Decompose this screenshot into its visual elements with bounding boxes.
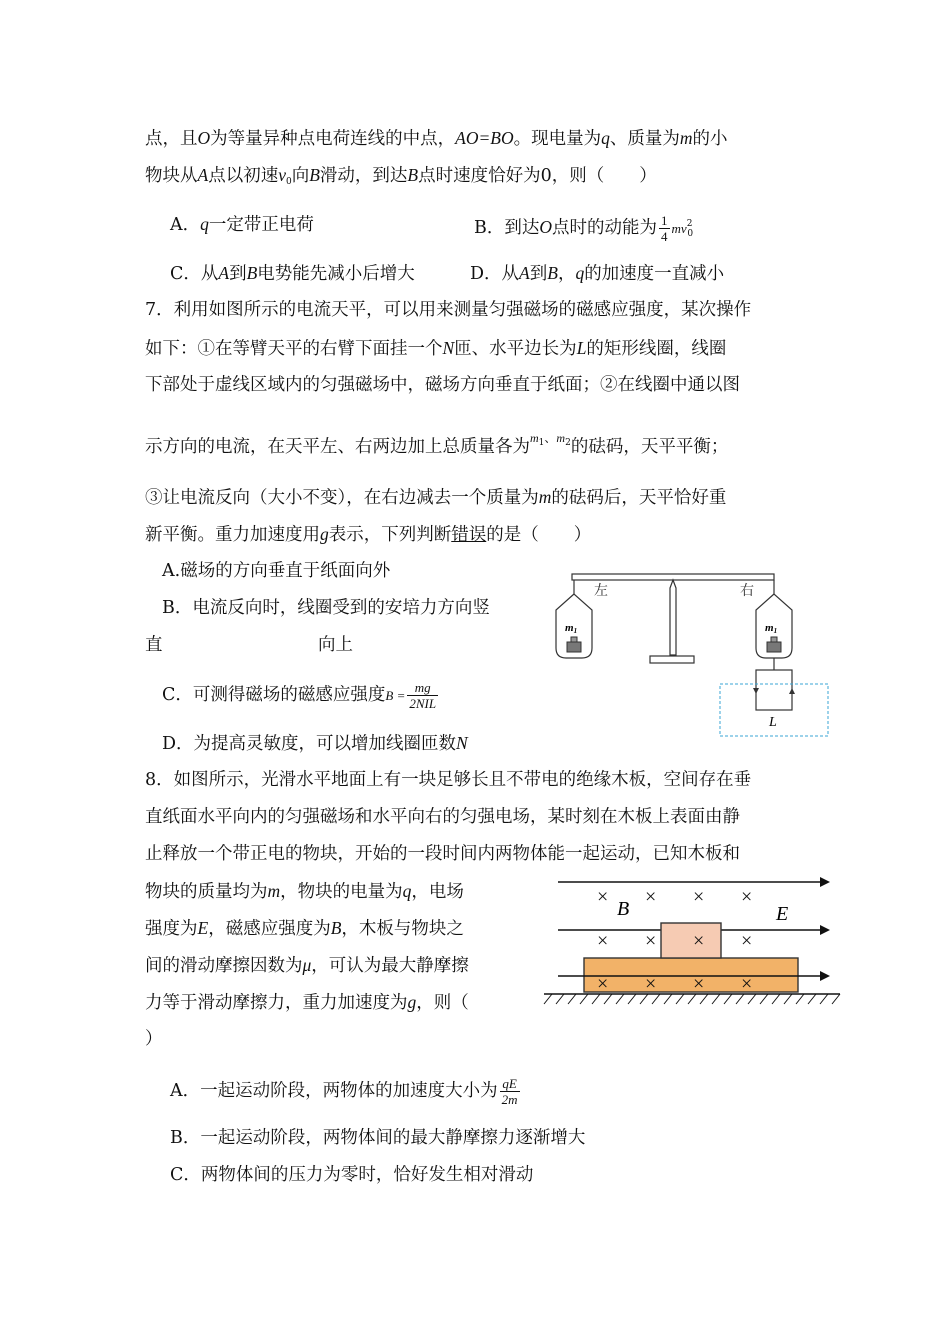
q8-line-7: 力等于滑动摩擦力，重力加速度为g，则（ [145,992,469,1013]
q7-line-1: 7．利用如图所示的电流天平，可以用来测量匀强磁场的磁感应强度，某次操作 [145,300,752,320]
svg-text:×: × [597,973,609,995]
right-weight-label: m1 [765,622,778,635]
field-arrow-icon [820,971,830,981]
label-right: 右 [740,584,754,599]
q7-line-4: 示方向的电流，在天平左、右两边加上总质量各为$^{m_1、m_2}$的砝码，天平平衡； [145,431,729,457]
q6-option-a: A．q一定带正电荷 [170,214,314,235]
charged-block [661,923,721,958]
svg-text:×: × [741,886,753,908]
q8-line-8: ） [145,1029,163,1049]
q7-option-b-line-2b: 向上 [318,635,353,655]
q6-option-b: B．到达O点时的动能为 $\frac{1}{4}$ $mv^2_0$ [474,213,694,244]
q8-line-2: 直纸面水平向内的匀强磁场和水平向右的匀强电场，某时刻在木板上表面由静 [145,807,740,827]
svg-text:×: × [741,930,753,952]
q8-line-5: 强度为E，磁感应强度为B，木板与物块之 [145,918,464,939]
q7-option-b-line-1: B．电流反向时，线圈受到的安培力方向竖 [162,598,490,618]
field-arrow-icon [820,925,830,935]
svg-text:×: × [597,930,609,952]
right-pan [756,580,792,670]
field-arrow-icon [820,877,830,887]
q8-option-a-fraction: $\frac{qE}{2m}$ [501,1076,518,1107]
svg-text:×: × [645,930,657,952]
q8-option-b: B．一起运动阶段，两物体间的最大静摩擦力逐渐增大 [170,1128,586,1148]
q8-line-4: 物块的质量均为m，物块的电量为q，电场 [145,881,464,902]
left-pan [556,580,592,658]
left-weight-icon [567,642,581,652]
q7-option-c: C．可测得磁场的磁感应强度B = $\frac{mg}{\text{2NIL}}$ [162,680,437,711]
q6-option-b-fraction: $\frac{1}{4}$ [661,213,668,244]
q7-emphasis-wrong: 错误 [451,525,487,545]
magnetic-field-label: B [617,898,630,920]
q8-line-1: 8．如图所示，光滑水平地面上有一块足够长且不带电的绝缘木板，空间存在垂 [145,770,752,790]
q7-option-b-line-2a: 直 [145,635,163,655]
rectangular-coil [756,670,792,710]
balance-pointer [670,580,676,655]
q8-option-c: C．两物体间的压力为零时，恰好发生相对滑动 [170,1165,534,1185]
q8-line-3: 止释放一个带正电的物块，开始的一段时间内两物体能一起运动，已知木板和 [145,844,740,864]
electric-field-label: E [776,903,789,925]
q7-current-balance-figure [548,570,838,745]
svg-text:×: × [645,886,657,908]
svg-text:×: × [645,973,657,995]
q7-option-c-fraction: $\frac{mg}{\text{2NIL}}$ [409,680,437,711]
svg-text:×: × [741,973,753,995]
q7-option-a: A.磁场的方向垂直于纸面向外 [162,561,391,581]
q6-option-d: D．从A到B，q的加速度一直减小 [470,263,725,284]
svg-text:×: × [693,973,705,995]
balance-base [650,656,694,663]
q7-option-d: D．为提高灵敏度，可以增加线圈匝数N [162,733,468,754]
right-weight-icon [767,642,781,652]
label-left: 左 [594,584,608,599]
q8-option-a: A．一起运动阶段，两物体的加速度大小为 $\frac{qE}{2m}$ [170,1076,518,1107]
svg-text:×: × [693,930,705,952]
wooden-board [584,958,798,992]
q8-line-6: 间的滑动摩擦因数为μ，可认为最大静摩擦 [145,955,469,976]
svg-text:×: × [597,886,609,908]
q7-line-5: ③让电流反向（大小不变），在右边减去一个质量为m的砝码后，天平恰好重 [145,487,727,508]
q7-line-2: 如下：①在等臂天平的右臂下面挂一个N匝、水平边长为L的矩形线圈，线圈 [145,338,727,359]
q6-line-2: 物块从A点以初速$v_0$向B滑动，到达B点时速度恰好为0，则（ ） [145,165,657,187]
q8-board-block-figure [540,870,842,1010]
q7-line-3: 下部处于虚线区域内的匀强磁场中，磁场方向垂直于纸面；②在线圈中通以图 [145,375,740,395]
q7-line-6: 新平衡。重力加速度用g表示，下列判断错误的是（ ） [145,524,592,545]
left-weight-label: m1 [565,622,578,635]
q6-option-c: C．从A到B电势能先减小后增大 [170,263,415,284]
coil-length-label: L [769,715,777,730]
q6-line-1: 点，且O为等量异种点电荷连线的中点，AO=BO。现电量为q、质量为m的小 [145,128,728,149]
ground-hatching [544,994,840,1004]
svg-text:×: × [693,886,705,908]
